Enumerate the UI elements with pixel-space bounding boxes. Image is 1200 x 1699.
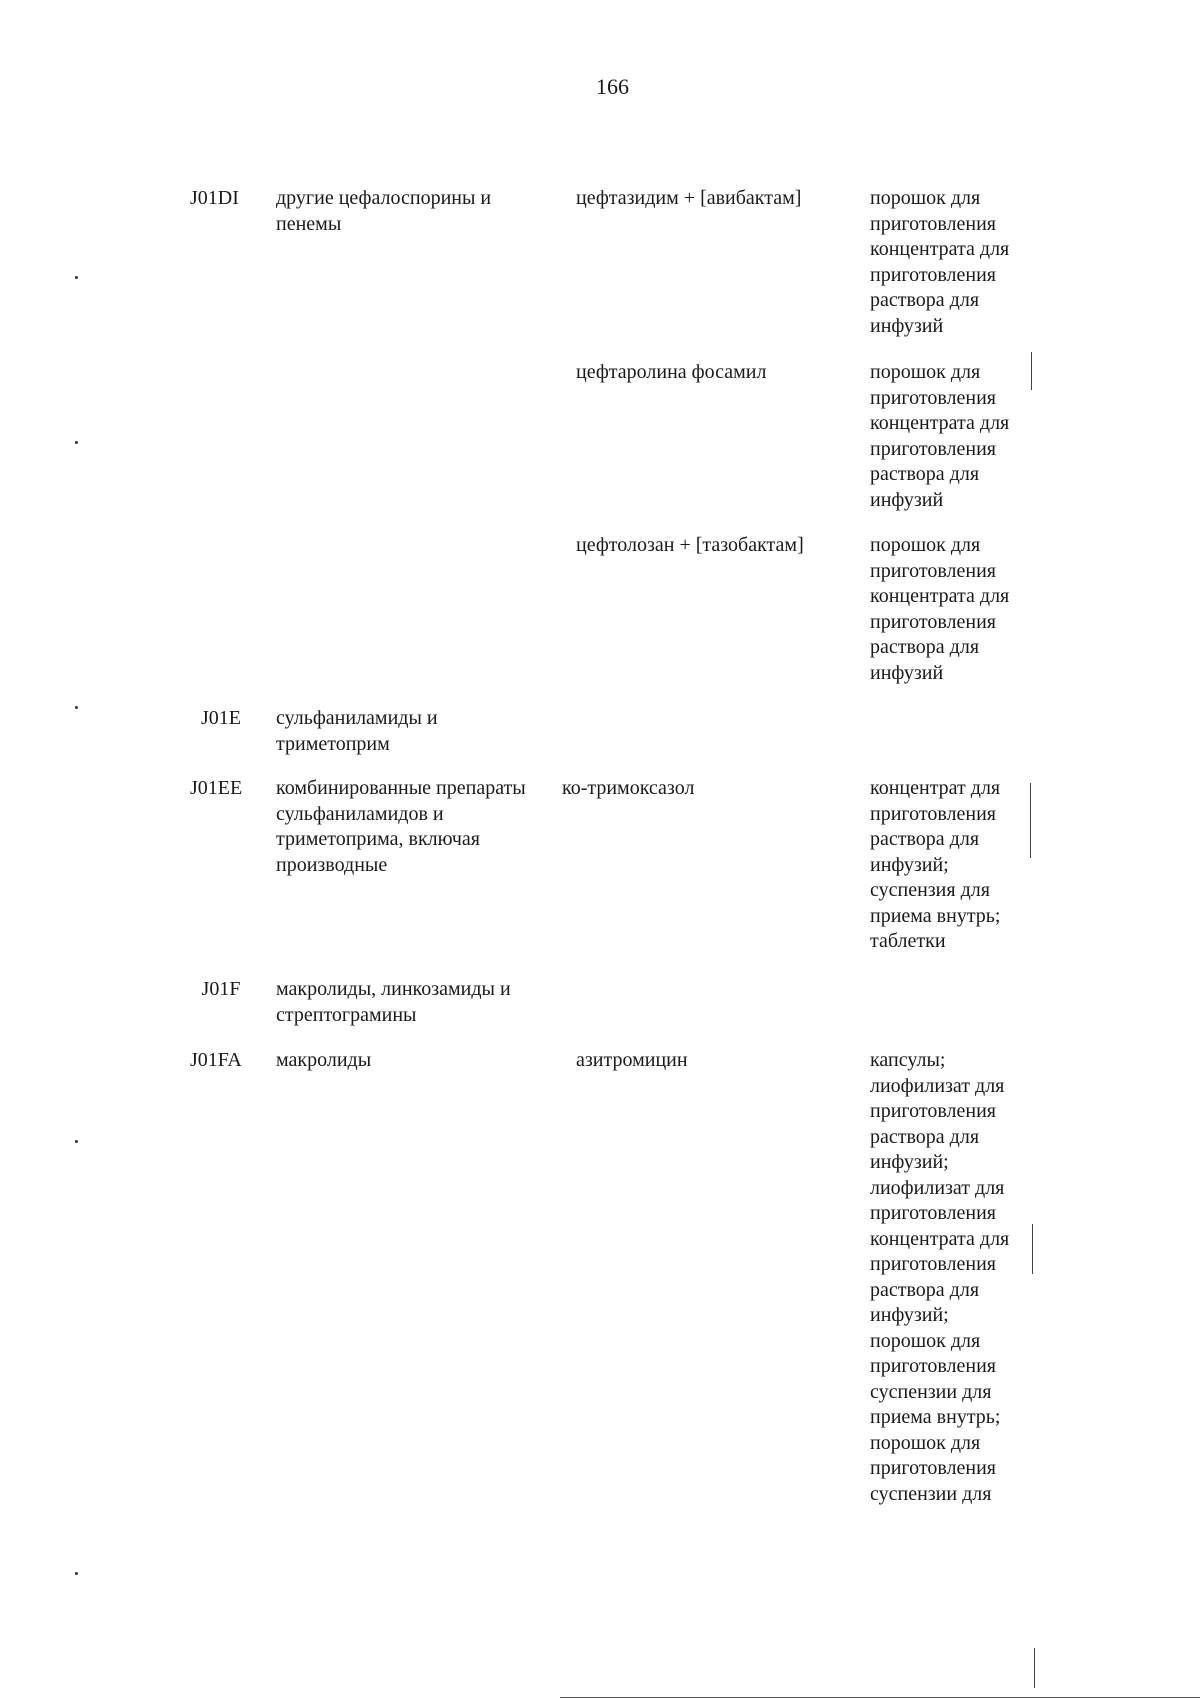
group-name: сульфаниламиды и триметоприм xyxy=(276,707,438,755)
group-name: другие цефалоспорины и пенемы xyxy=(276,187,492,235)
atc-code: J01EE xyxy=(190,777,243,799)
scan-mark xyxy=(1032,1224,1033,1274)
group-name: комбинированные препараты сульфаниламидов и триметоприма, включая производные xyxy=(276,777,526,876)
dosage-form: порошок для приготовления концентрата для приготовления раствора для инфузий xyxy=(870,534,1010,684)
scan-speck xyxy=(75,1572,78,1575)
dosage-form: порошок для приготовления концентрата для приготовления раствора для инфузий xyxy=(870,361,1010,511)
scan-mark xyxy=(1034,1648,1035,1688)
scan-mark xyxy=(1030,783,1031,858)
group-name: макролиды xyxy=(276,1049,372,1071)
scan-mark xyxy=(1031,352,1032,390)
scan-speck xyxy=(75,1140,78,1143)
atc-code: J01FA xyxy=(190,1049,242,1071)
scan-speck xyxy=(75,441,78,444)
atc-code: J01F xyxy=(201,978,241,1000)
drug-name: ко-тримоксазол xyxy=(562,777,695,799)
group-name: макролиды, линкозамиды и стрептограмины xyxy=(276,978,511,1026)
drug-name: цефтолозан + [тазобактам] xyxy=(576,534,804,556)
drug-name: цефтаролина фосамил xyxy=(576,361,767,383)
drug-name: азитромицин xyxy=(576,1049,688,1071)
atc-code: J01DI xyxy=(190,187,239,209)
scan-speck xyxy=(75,706,78,709)
dosage-form: порошок для приготовления концентрата для приготовления раствора для инфузий xyxy=(870,187,1010,337)
dosage-form: капсулы; лиофилизат для приготовления раствора для инфузий; лиофилизат для приготовления концентрата для приготовления раствора для инфузий; порошок для приготовления суспензии для приема внутрь; порошок для приготовления суспензии для xyxy=(870,1049,1010,1505)
drug-name: цефтазидим + [авибактам] xyxy=(576,187,802,209)
scan-speck xyxy=(75,276,78,279)
page-number: 166 xyxy=(596,74,629,99)
dosage-form: концентрат для приготовления раствора для инфузий; суспензия для приема внутрь; таблетки xyxy=(870,777,1001,952)
atc-code: J01E xyxy=(201,707,241,729)
scan-mark xyxy=(560,1697,1200,1698)
